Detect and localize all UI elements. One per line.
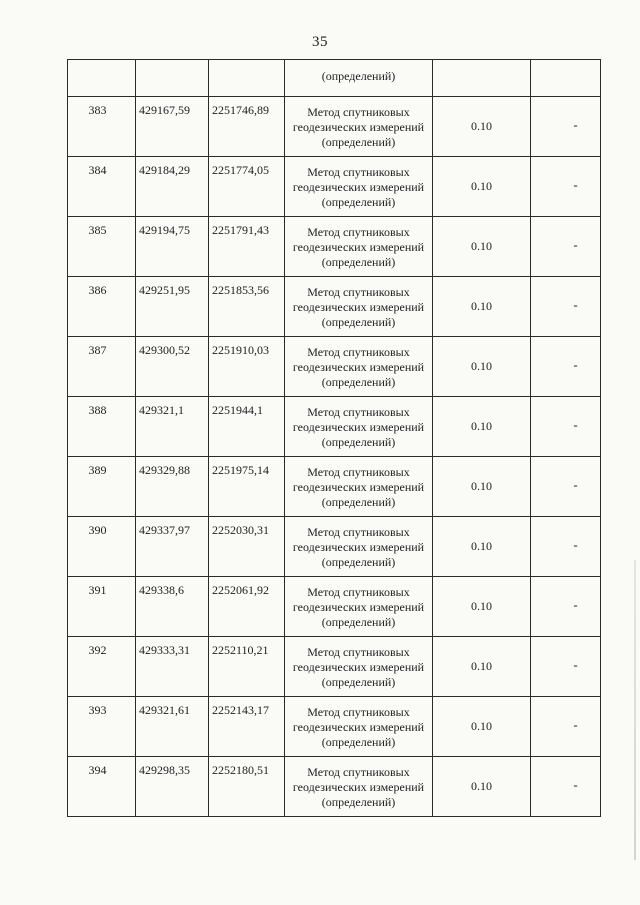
cell-method [285,157,433,217]
coordinate-y: 2252030,31 [212,523,269,537]
cell-num [68,457,136,517]
cell-x [136,97,209,157]
cell-extra [531,337,601,397]
cell-method [285,517,433,577]
cell-y [209,337,285,397]
coordinate-x: 429167,59 [139,103,190,117]
cell-extra [531,60,601,97]
cell-x [136,697,209,757]
coordinate-x: 429298,35 [139,763,190,777]
coordinate-y: 2251910,03 [212,343,269,357]
cell-accuracy [433,697,531,757]
cell-y [209,397,285,457]
cell-num [68,157,136,217]
cell-accuracy [433,637,531,697]
table-row [68,697,601,757]
method-description: Метод спутниковых геодезических измерений (определений) [292,165,425,209]
cell-num [68,217,136,277]
coordinates-table [67,59,601,817]
continuation-method-text: (определений) [321,69,396,83]
cell-num [68,97,136,157]
coordinate-y: 2252061,92 [212,583,269,597]
method-description: Метод спутниковых геодезических измерений (определений) [292,525,425,569]
coordinate-x: 429329,88 [139,463,190,477]
cell-method [285,97,433,157]
cell-accuracy [433,277,531,337]
extra-dash: - [573,417,578,432]
cell-accuracy [433,457,531,517]
coordinate-x: 429333,31 [139,643,190,657]
cell-num [68,277,136,337]
method-description: Метод спутниковых геодезических измерений (определений) [292,465,425,509]
cell-method [285,577,433,637]
point-number: 386 [88,283,107,297]
cell-num [68,337,136,397]
cell-num [68,697,136,757]
extra-dash: - [573,717,578,732]
coordinate-y: 2251975,14 [212,463,269,477]
extra-dash: - [573,597,578,612]
method-description: Метод спутниковых геодезических измерений (определений) [292,645,425,689]
point-number: 384 [88,163,107,177]
cell-y [209,757,285,817]
cell-num [68,577,136,637]
coordinate-x: 429300,52 [139,343,190,357]
coordinate-x: 429184,29 [139,163,190,177]
cell-extra [531,757,601,817]
cell-method [285,457,433,517]
method-description: Метод спутниковых геодезических измерений (определений) [292,405,425,449]
accuracy-value: 0.10 [471,599,492,613]
page-number: 35 [312,34,328,50]
cell-extra [531,637,601,697]
extra-dash: - [573,657,578,672]
cell-extra [531,97,601,157]
cell-accuracy [433,157,531,217]
coordinate-y: 2252180,51 [212,763,269,777]
cell-method [285,697,433,757]
extra-dash: - [573,477,578,492]
method-description: Метод спутниковых геодезических измерений (определений) [292,765,425,809]
coordinate-y: 2252143,17 [212,703,269,717]
accuracy-value: 0.10 [471,659,492,673]
cell-method [285,217,433,277]
extra-dash: - [573,177,578,192]
coordinate-x: 429321,1 [139,403,184,417]
extra-dash: - [573,537,578,552]
cell-extra [531,397,601,457]
accuracy-value: 0.10 [471,359,492,373]
method-description: Метод спутниковых геодезических измерений (определений) [292,345,425,389]
cell-extra [531,457,601,517]
cell-y [209,697,285,757]
cell-y [209,97,285,157]
coordinate-x: 429338,6 [139,583,184,597]
cell-y [209,60,285,97]
accuracy-value: 0.10 [471,539,492,553]
cell-x [136,60,209,97]
cell-y [209,577,285,637]
cell-x [136,757,209,817]
method-description: Метод спутниковых геодезических измерений (определений) [292,105,425,149]
cell-method [285,397,433,457]
cell-y [209,157,285,217]
cell-num [68,637,136,697]
coordinate-y: 2251746,89 [212,103,269,117]
cell-x [136,517,209,577]
cell-accuracy [433,577,531,637]
cell-x [136,637,209,697]
cell-x [136,157,209,217]
cell-x [136,337,209,397]
accuracy-value: 0.10 [471,719,492,733]
point-number: 383 [88,103,107,117]
cell-method [285,337,433,397]
extra-dash: - [573,777,578,792]
extra-dash: - [573,117,578,132]
table-row [68,757,601,817]
cell-accuracy [433,60,531,97]
cell-extra [531,577,601,637]
coordinate-x: 429337,97 [139,523,190,537]
accuracy-value: 0.10 [471,299,492,313]
point-number: 394 [88,763,107,777]
cell-method [285,757,433,817]
accuracy-value: 0.10 [471,419,492,433]
cell-x [136,397,209,457]
extra-dash: - [573,297,578,312]
table-row [68,457,601,517]
cell-accuracy [433,517,531,577]
coordinate-x: 429321,61 [139,703,190,717]
cell-y [209,517,285,577]
table-row [68,337,601,397]
point-number: 388 [88,403,107,417]
point-number: 385 [88,223,107,237]
table-row [68,97,601,157]
cell-y [209,277,285,337]
point-number: 387 [88,343,107,357]
method-description: Метод спутниковых геодезических измерений (определений) [292,285,425,329]
table-row [68,397,601,457]
coordinate-x: 429194,75 [139,223,190,237]
cell-num [68,60,136,97]
point-number: 392 [88,643,107,657]
point-number: 393 [88,703,107,717]
accuracy-value: 0.10 [471,239,492,253]
accuracy-value: 0.10 [471,119,492,133]
cell-extra [531,277,601,337]
cell-num [68,517,136,577]
table-row [68,637,601,697]
coordinate-y: 2251774,05 [212,163,269,177]
cell-num [68,397,136,457]
method-description: Метод спутниковых геодезических измерений (определений) [292,225,425,269]
cell-x [136,457,209,517]
table-row [68,157,601,217]
table-row [68,577,601,637]
cell-extra [531,697,601,757]
cell-x [136,577,209,637]
cell-accuracy [433,337,531,397]
method-description: Метод спутниковых геодезических измерений (определений) [292,705,425,749]
point-number: 389 [88,463,107,477]
coordinate-y: 2251791,43 [212,223,269,237]
cell-extra [531,217,601,277]
table-row [68,517,601,577]
cell-num [68,757,136,817]
method-description: Метод спутниковых геодезических измерений (определений) [292,585,425,629]
accuracy-value: 0.10 [471,779,492,793]
scan-edge-artifact [634,560,636,860]
coordinate-x: 429251,95 [139,283,190,297]
cell-x [136,217,209,277]
cell-accuracy [433,217,531,277]
cell-accuracy [433,397,531,457]
accuracy-value: 0.10 [471,179,492,193]
cell-extra [531,157,601,217]
cell-y [209,217,285,277]
cell-x [136,277,209,337]
extra-dash: - [573,237,578,252]
coordinate-y: 2252110,21 [212,643,269,657]
accuracy-value: 0.10 [471,479,492,493]
point-number: 390 [88,523,107,537]
cell-y [209,457,285,517]
cell-extra [531,517,601,577]
cell-method [285,277,433,337]
table-row [68,217,601,277]
point-number: 391 [88,583,107,597]
table-row [68,277,601,337]
cell-method [285,637,433,697]
continuation-row [68,60,601,97]
cell-accuracy [433,97,531,157]
coordinate-y: 2251944,1 [212,403,263,417]
coordinate-y: 2251853,56 [212,283,269,297]
extra-dash: - [573,357,578,372]
cell-accuracy [433,757,531,817]
cell-method [285,60,433,97]
cell-y [209,637,285,697]
